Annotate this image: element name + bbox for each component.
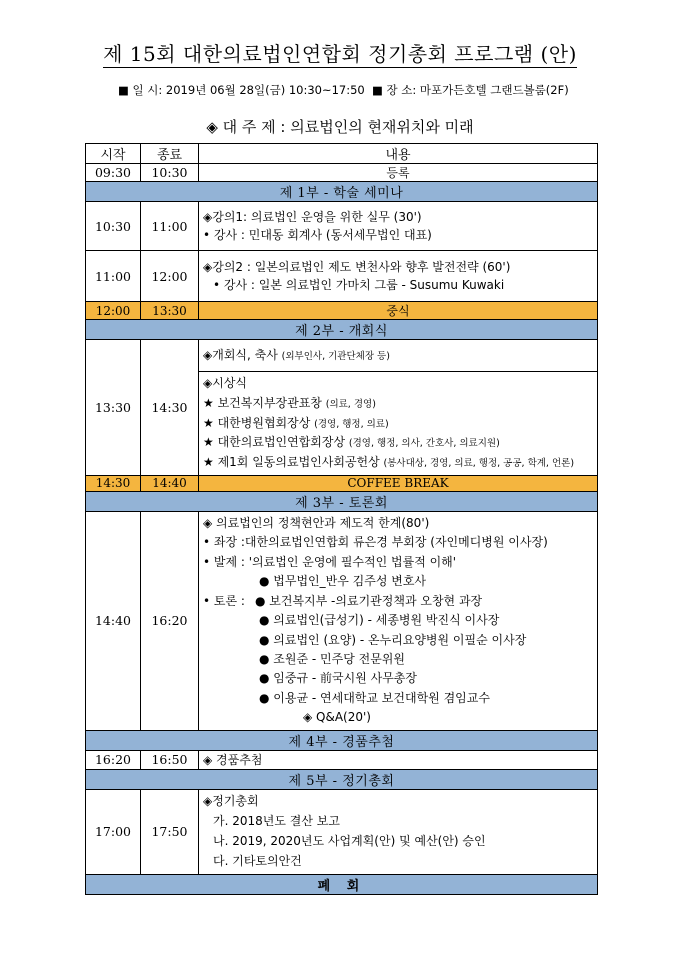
section-row (86, 730, 598, 750)
break-row (86, 475, 598, 491)
start-time: 13:30 (86, 340, 141, 476)
part2-heading: 제 2부 - 개회식 (86, 320, 598, 340)
table-row (86, 164, 598, 182)
header-end: 종료 (141, 144, 199, 164)
panelist-5: ● 임중규 - 前국시원 사무총장 (259, 671, 417, 686)
table-row (86, 789, 598, 874)
start-time: 12:00 (86, 302, 141, 320)
end-time: 10:30 (141, 164, 199, 182)
award-1: ★ 보건복지부장관표창 (의료, 경영) (203, 395, 376, 410)
agenda-item-1: 가. 2018년도 결산 보고 (213, 814, 340, 828)
start-time: 11:00 (86, 251, 141, 302)
table-header-row (86, 144, 598, 164)
agenda-item-2: 나. 2019, 2020년도 사업계획(안) 및 예산(안) 승인 (213, 833, 486, 848)
end-time: 17:50 (141, 789, 199, 874)
header-content: 내용 (199, 144, 598, 164)
section-row (86, 874, 598, 894)
end-time: 14:30 (141, 340, 199, 476)
section-row (86, 320, 598, 340)
forum-presenter: • 발제 : '의료법인 운영에 필수적인 법률적 이해' (203, 554, 457, 569)
lecture1-speaker: • 강사 : 민대동 회계사 (동서세무법인 대표) (203, 228, 432, 242)
start-time: 17:00 (86, 789, 141, 874)
award-3: ★ 대한의료법인연합회장상 (경영, 행정, 의사, 간호사, 의료지원) (203, 435, 500, 450)
break-row (86, 302, 598, 320)
page-title: 제 15회 대한의료법인연합회 정기총회 프로그램 (안) (103, 42, 577, 66)
table-row (86, 202, 598, 251)
part5-heading: 제 5부 - 정기총회 (86, 769, 598, 789)
panelist-6: ● 이용균 - 연세대학교 보건대학원 겸임교수 (259, 690, 490, 705)
start-time: 09:30 (86, 164, 141, 182)
event-place: ■ 장 소: 마포가든호텔 그랜드볼룸(2F) (372, 83, 569, 97)
awards-title: ◈시상식 (203, 376, 248, 390)
main-theme: ◈ 대 주 제 : 의료법인의 현재위치와 미래 (206, 118, 474, 136)
start-time: 14:40 (86, 511, 141, 730)
agenda-item-3: 다. 기타토의안건 (213, 853, 302, 868)
end-time: 14:40 (141, 475, 199, 491)
part4-heading: 제 4부 - 경품추첨 (86, 730, 598, 750)
prize-draw: ◈ 경품추첨 (199, 750, 598, 769)
panelist-4: ● 조원준 - 민주당 전문위원 (259, 652, 405, 667)
panelist-3: ● 의료법인 (요양) - 온누리요양병원 이필순 이사장 (259, 632, 527, 647)
panelist-1: • 토론 : ● 보건복지부 -의료기관정책과 오창현 과장 (203, 593, 483, 608)
lecture2-speaker: • 강사 : 일본 의료법인 가마치 그룹 - Susumu Kuwaki (213, 278, 505, 292)
start-time: 16:20 (86, 750, 141, 769)
part3-heading: 제 3부 - 토론회 (86, 491, 598, 511)
registration: 등록 (199, 164, 598, 182)
coffee-break: COFFEE BREAK (199, 475, 598, 491)
lunch: 중식 (199, 302, 598, 320)
panelist-2: ● 의료법인(급성기) - 세종병원 박진식 이사장 (259, 613, 500, 628)
award-2: ★ 대한병원협회장상 (경영, 행정, 의료) (203, 415, 389, 430)
end-time: 16:20 (141, 511, 199, 730)
presenter-name: ● 법무법인_반우 김주성 변호사 (259, 574, 427, 589)
event-date: ■ 일 시: 2019년 06월 28일(금) 10:30~17:50 (118, 83, 365, 97)
forum-topic: ◈ 의료법인의 정책현안과 제도적 한계(80') (203, 515, 430, 530)
start-time: 14:30 (86, 475, 141, 491)
header-start: 시작 (86, 144, 141, 164)
section-row (86, 182, 598, 202)
closing: 폐 회 (86, 874, 598, 894)
table-row (86, 251, 598, 302)
lecture2-title: ◈강의2 : 일본의료법인 제도 변천사와 향후 발전전략 (60') (203, 260, 511, 274)
qa-session: ◈ Q&A(20') (303, 710, 371, 725)
section-row (86, 491, 598, 511)
end-time: 16:50 (141, 750, 199, 769)
award-4: ★ 제1회 일동의료법인사회공헌상 (봉사대상, 경영, 의료, 행정, 공공, 학계, 언론) (203, 455, 575, 470)
lecture1-title: ◈강의1: 의료법인 운영을 위한 실무 (30') (203, 210, 422, 224)
section-row (86, 769, 598, 789)
program-table (85, 143, 598, 895)
end-time: 13:30 (141, 302, 199, 320)
table-row (86, 511, 598, 730)
end-time: 11:00 (141, 202, 199, 251)
table-row (86, 750, 598, 769)
forum-chair: • 좌장 :대한의료법인연합회 류은경 부회장 (자인메디병원 이사장) (203, 535, 548, 550)
general-meeting-title: ◈정기총회 (203, 794, 259, 809)
end-time: 12:00 (141, 251, 199, 302)
part1-heading: 제 1부 - 학술 세미나 (86, 182, 598, 202)
start-time: 10:30 (86, 202, 141, 251)
table-row (86, 340, 598, 372)
opening-ceremony: ◈개회식, 축사 (외부인사, 기관단체장 등) (203, 348, 390, 363)
